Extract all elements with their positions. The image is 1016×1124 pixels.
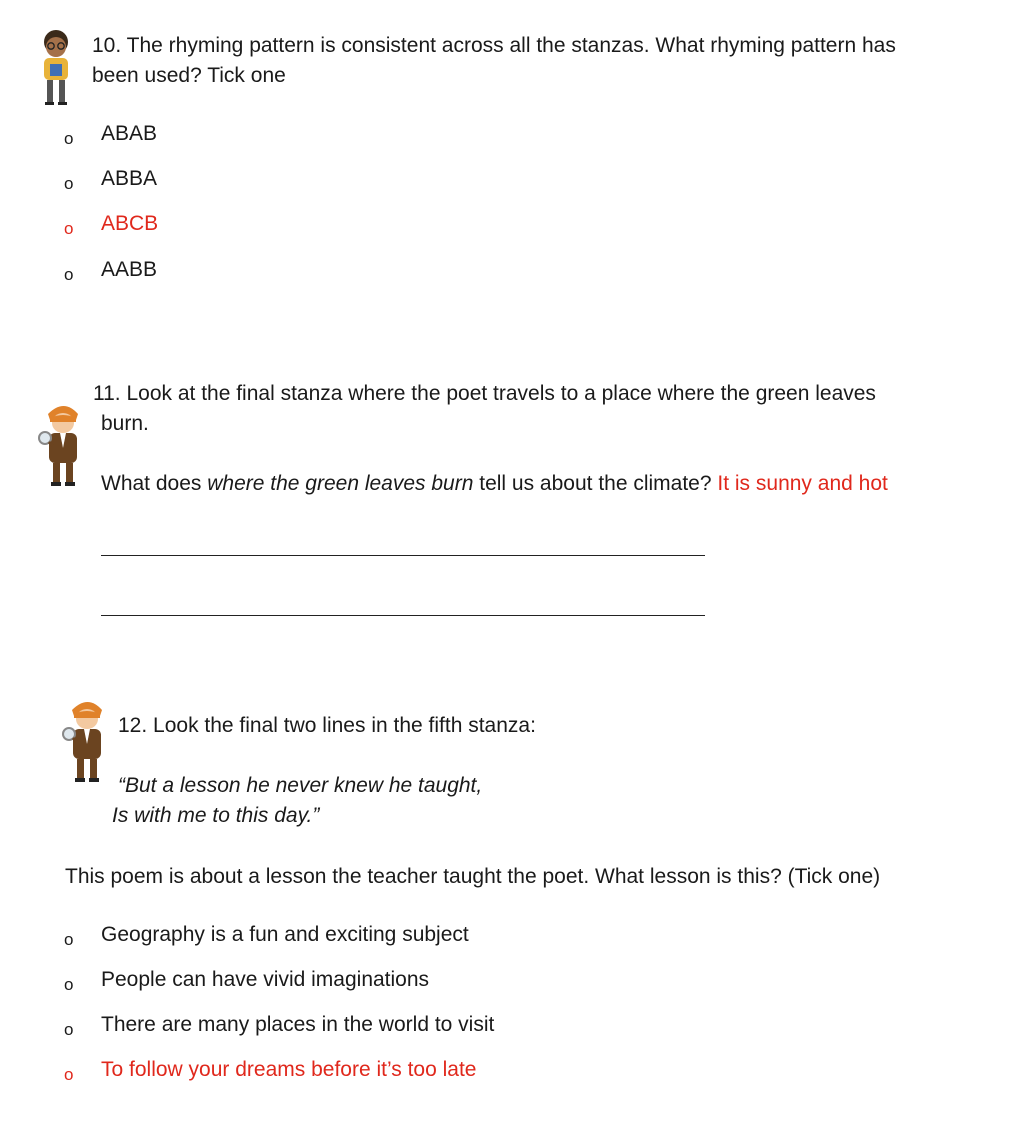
option-abab[interactable] bbox=[0, 122, 400, 152]
option-radio[interactable]: o bbox=[64, 1020, 74, 1039]
question-12: 12. Look the final two lines in the fifth stanza: bbox=[118, 714, 536, 737]
option-label: AABB bbox=[101, 258, 158, 281]
option-label: Geography is a fun and exciting subject bbox=[101, 923, 469, 946]
quote-line-2: Is with me to this day.” bbox=[112, 804, 320, 827]
option-radio[interactable]: o bbox=[64, 975, 74, 994]
option-label: ABBA bbox=[101, 167, 158, 190]
detective-with-magnifier-icon bbox=[60, 694, 106, 786]
option-label: There are many places in the world to visit bbox=[101, 1013, 495, 1036]
option-radio[interactable]: o bbox=[64, 265, 74, 284]
option-radio[interactable]: o bbox=[64, 174, 74, 193]
option-radio[interactable]: o bbox=[64, 219, 74, 238]
question-11-prompt bbox=[101, 469, 888, 499]
answer-line[interactable] bbox=[101, 615, 705, 616]
option-label: To follow your dreams before it’s too late bbox=[101, 1058, 477, 1081]
question-11-line-2: burn. bbox=[101, 412, 149, 435]
option-label: People can have vivid imaginations bbox=[101, 968, 430, 991]
question-11-line-1: 11. Look at the final stanza where the poet travels to a place where the green leaves bbox=[93, 382, 876, 405]
answer-line[interactable] bbox=[101, 555, 705, 556]
detective-with-magnifier-icon bbox=[36, 398, 82, 490]
option-geography[interactable] bbox=[0, 923, 600, 953]
option-label: ABAB bbox=[101, 122, 158, 145]
question-10-line-1: 10. The rhyming pattern is consistent across all the stanzas. What rhyming pattern has bbox=[92, 34, 896, 57]
option-aabb[interactable] bbox=[0, 258, 400, 288]
question-10-line-2: been used? Tick one bbox=[92, 64, 286, 87]
prompt-quote: where the green leaves burn bbox=[207, 472, 474, 495]
option-places[interactable] bbox=[0, 1013, 600, 1043]
option-abcb-correct[interactable] bbox=[0, 212, 400, 242]
option-radio[interactable]: o bbox=[64, 1065, 74, 1084]
answer-text[interactable]: It is sunny and hot bbox=[717, 472, 888, 495]
option-imaginations[interactable] bbox=[0, 968, 600, 998]
option-label: ABCB bbox=[101, 212, 159, 235]
boy-with-book-icon bbox=[36, 28, 76, 108]
option-dreams-correct[interactable] bbox=[0, 1058, 600, 1088]
option-radio[interactable]: o bbox=[64, 930, 74, 949]
option-abba[interactable] bbox=[0, 167, 400, 197]
prompt-text: tell us about the climate? bbox=[473, 472, 718, 495]
question-12-prompt: This poem is about a lesson the teacher taught the poet. What lesson is this? (Tick one) bbox=[65, 865, 881, 888]
prompt-text: What does bbox=[101, 472, 208, 495]
option-radio[interactable]: o bbox=[64, 129, 74, 148]
quote-line-1: “But a lesson he never knew he taught, bbox=[118, 774, 483, 797]
